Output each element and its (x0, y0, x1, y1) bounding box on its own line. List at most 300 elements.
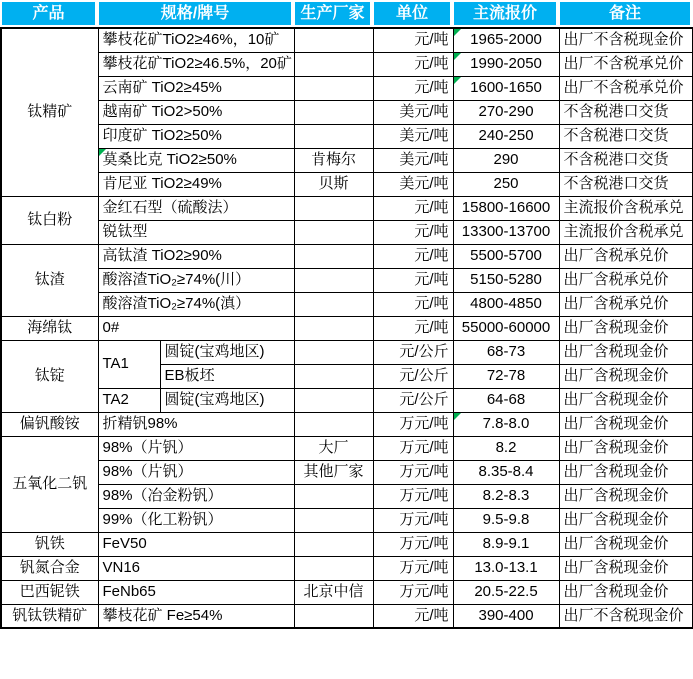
cell-note (559, 508, 693, 532)
cell-unit (373, 196, 453, 220)
cell-text: 1990-2050 (470, 54, 542, 72)
cell-note (559, 580, 693, 604)
cell-note (559, 340, 693, 364)
cell-text: 1965-2000 (470, 31, 542, 48)
cell-text: 64-68 (486, 390, 526, 408)
cell-spec (98, 148, 294, 172)
cell-spec (98, 28, 294, 52)
cell-unit (373, 76, 453, 100)
cell-unit (373, 388, 453, 412)
cell-text: 锐钛型 (102, 222, 148, 240)
changed-value-marker-icon (454, 413, 461, 420)
cell-spec (98, 292, 294, 316)
table-row (1, 508, 693, 532)
cell-text: 折精钒98% (102, 414, 178, 432)
cell-unit (373, 52, 453, 76)
cell-mfr (294, 364, 373, 388)
cell-text: 钒钛铁精矿 (12, 606, 88, 624)
cell-ta (98, 340, 160, 388)
cell-unit (373, 268, 453, 292)
cell-text: 五氧化二钒 (12, 474, 88, 492)
cell-mfr (294, 220, 373, 244)
cell-spec (160, 388, 294, 412)
cell-spec (98, 484, 294, 508)
cell-text: 出厂含税现金价 (563, 462, 669, 480)
cell-text: 13.0-13.1 (474, 558, 538, 576)
table-row (1, 484, 693, 508)
table-row (1, 340, 693, 364)
cell-text: 钛渣 (34, 270, 65, 288)
cell-text: 出厂含税现金价 (563, 582, 669, 600)
cell-text: 不含税港口交货 (563, 150, 669, 168)
cell-text: 元/公斤 (399, 390, 449, 408)
cell-text: 出厂含税现金价 (563, 534, 669, 552)
cell-unit (373, 508, 453, 532)
cell-unit (373, 604, 453, 628)
cell-note (559, 556, 693, 580)
table-row (1, 220, 693, 244)
cell-text: 万元/吨 (399, 414, 449, 432)
cell-text: 肯尼亚 TiO2≥49% (102, 174, 222, 192)
cell-text: 出厂含税现金价 (563, 366, 669, 384)
cell-price (453, 268, 559, 292)
cell-text: 美元/吨 (399, 102, 449, 120)
cell-text: 出厂含税现金价 (563, 486, 669, 504)
cell-spec (98, 460, 294, 484)
header-label-unit: 单位 (395, 4, 428, 22)
cell-text: 钛锭 (34, 366, 65, 384)
changed-value-marker-icon (454, 29, 461, 36)
cell-text: 钒氮合金 (19, 558, 80, 576)
cell-note (559, 484, 693, 508)
cell-price (453, 316, 559, 340)
cell-text: 主流报价含税承兑 (563, 222, 684, 240)
cell-mfr (294, 436, 373, 460)
cell-price (453, 100, 559, 124)
cell-mfr (294, 508, 373, 532)
cell-mfr (294, 532, 373, 556)
table-row (1, 100, 693, 124)
cell-mfr (294, 76, 373, 100)
cell-price (453, 196, 559, 220)
header-cell-spec (97, 0, 293, 27)
header-label-price: 主流报价 (472, 4, 537, 22)
cell-mfr (294, 580, 373, 604)
cell-text: 出厂含税承兑价 (563, 270, 669, 288)
table-row (1, 388, 693, 412)
cell-spec (160, 340, 294, 364)
cell-text: 出厂含税现金价 (563, 390, 669, 408)
cell-text: 出厂不含税承兑价 (563, 78, 684, 96)
cell-price (453, 388, 559, 412)
cell-price (453, 364, 559, 388)
cell-unit (373, 124, 453, 148)
header-cell-note (558, 0, 692, 27)
cell-text: 元/公斤 (399, 366, 449, 384)
cell-text: TA1 (102, 354, 129, 372)
cell-note (559, 532, 693, 556)
cell-spec (98, 244, 294, 268)
cell-text: 万元/吨 (399, 558, 449, 576)
cell-text: 元/吨 (414, 294, 449, 312)
cell-mfr (294, 52, 373, 76)
cell-price (453, 580, 559, 604)
cell-text: 20.5-22.5 (474, 582, 538, 600)
table-row (1, 172, 693, 196)
cell-mfr (294, 268, 373, 292)
cell-text: 99%（化工粉钒） (102, 510, 223, 528)
cell-text: 元/吨 (414, 222, 449, 240)
cell-note (559, 100, 693, 124)
cell-unit (373, 316, 453, 340)
table-row (1, 268, 693, 292)
table-row (1, 436, 693, 460)
cell-price (453, 292, 559, 316)
cell-mfr (294, 196, 373, 220)
cell-text: 万元/吨 (399, 462, 449, 480)
cell-text: 55000-60000 (461, 318, 551, 336)
cell-mfr (294, 556, 373, 580)
cell-price (453, 412, 559, 436)
cell-text: 出厂不含税承兑价 (563, 54, 684, 72)
cell-text: 8.2 (495, 438, 517, 456)
cell-price (453, 124, 559, 148)
cell-note (559, 388, 693, 412)
cell-ta (98, 388, 160, 412)
cell-text: 4800-4850 (470, 294, 542, 312)
cell-text: 不含税港口交货 (563, 102, 669, 120)
cell-text: 美元/吨 (399, 150, 449, 168)
cell-text: 大厂 (318, 438, 349, 456)
cell-text: 15800-16600 (461, 198, 551, 216)
cell-unit (373, 484, 453, 508)
cell-note (559, 412, 693, 436)
cell-text: 7.8-8.0 (482, 414, 530, 432)
cell-text: 金红石型（硫酸法） (102, 198, 238, 216)
cell-note (559, 124, 693, 148)
cell-text: 钛精矿 (27, 103, 73, 120)
cell-note (559, 268, 693, 292)
cell-spec (98, 196, 294, 220)
table-row (1, 316, 693, 340)
header-label-note: 备注 (608, 4, 641, 22)
cell-mfr (294, 316, 373, 340)
cell-note (559, 28, 693, 52)
cell-text: 不含税港口交货 (563, 126, 669, 144)
cell-unit (373, 148, 453, 172)
cell-price (453, 244, 559, 268)
cell-spec (98, 52, 294, 76)
cell-text: 元/吨 (414, 198, 449, 216)
cell-spec (98, 412, 294, 436)
cell-price (453, 172, 559, 196)
cell-mfr (294, 124, 373, 148)
cell-text: 云南矿 TiO2≥45% (102, 78, 222, 96)
changed-value-marker-icon (454, 53, 461, 60)
table-row (1, 556, 693, 580)
cell-price (453, 436, 559, 460)
table-row (1, 604, 693, 628)
cell-note (559, 148, 693, 172)
cell-mfr (294, 148, 373, 172)
cell-spec (98, 436, 294, 460)
header-cell-price (452, 0, 558, 27)
cell-text: 290 (493, 150, 519, 168)
cell-text: 酸溶渣TiO₂≥74%(滇） (102, 294, 251, 312)
cell-note (559, 292, 693, 316)
cell-text: 不含税港口交货 (563, 174, 669, 192)
cell-price (453, 508, 559, 532)
cell-unit (373, 364, 453, 388)
cell-text: 万元/吨 (399, 582, 449, 600)
cell-text: 钒铁 (34, 534, 65, 552)
cell-price (453, 604, 559, 628)
table-row (1, 28, 693, 52)
cell-mfr (294, 340, 373, 364)
cell-product (1, 196, 98, 244)
header-cell-product (0, 0, 97, 27)
cell-text: 攀枝花矿TiO2≥46%，10矿 (102, 31, 280, 48)
cell-text: 巴西铌铁 (19, 582, 80, 600)
cell-price (453, 148, 559, 172)
cell-price (453, 220, 559, 244)
cell-spec (98, 268, 294, 292)
cell-text: 13300-13700 (461, 222, 551, 240)
cell-mfr (294, 604, 373, 628)
table-row (1, 196, 693, 220)
cell-product (1, 436, 98, 532)
cell-unit (373, 412, 453, 436)
cell-spec (160, 364, 294, 388)
cell-note (559, 364, 693, 388)
cell-unit (373, 580, 453, 604)
cell-text: 98%（冶金粉钒） (102, 486, 223, 504)
cell-text: 8.2-8.3 (482, 486, 530, 504)
cell-text: 68-73 (486, 342, 526, 360)
cell-text: 万元/吨 (399, 486, 449, 504)
cell-spec (98, 556, 294, 580)
cell-text: 元/吨 (414, 31, 449, 48)
cell-spec (98, 316, 294, 340)
cell-note (559, 172, 693, 196)
cell-text: 印度矿 TiO2≥50% (102, 126, 222, 144)
price-table-body (1, 28, 693, 628)
cell-text: 9.5-9.8 (482, 510, 530, 528)
cell-note (559, 196, 693, 220)
table-row (1, 244, 693, 268)
cell-text: 出厂含税承兑价 (563, 246, 669, 264)
cell-text: 出厂含税承兑价 (563, 294, 669, 312)
cell-text: 主流报价含税承兑 (563, 198, 684, 216)
cell-text: 1600-1650 (470, 78, 542, 96)
cell-unit (373, 172, 453, 196)
cell-unit (373, 244, 453, 268)
header-cell-manufacturer (293, 0, 372, 27)
cell-unit (373, 100, 453, 124)
cell-note (559, 76, 693, 100)
cell-price (453, 340, 559, 364)
header-label-spec: 规格/牌号 (160, 4, 230, 22)
cell-mfr (294, 244, 373, 268)
cell-unit (373, 436, 453, 460)
cell-mfr (294, 484, 373, 508)
cell-price (453, 28, 559, 52)
cell-mfr (294, 388, 373, 412)
table-row (1, 76, 693, 100)
cell-unit (373, 460, 453, 484)
cell-text: 越南矿 TiO2>50% (102, 102, 223, 120)
cell-text: 万元/吨 (399, 438, 449, 456)
cell-text: 0# (102, 318, 120, 336)
cell-text: VN16 (102, 558, 141, 576)
cell-mfr (294, 172, 373, 196)
cell-text: 莫桑比克 TiO2≥50% (102, 150, 237, 168)
cell-unit (373, 556, 453, 580)
cell-text: 元/吨 (414, 54, 449, 72)
cell-mfr (294, 100, 373, 124)
cell-note (559, 436, 693, 460)
cell-text: 元/吨 (414, 318, 449, 336)
cell-price (453, 484, 559, 508)
cell-note (559, 220, 693, 244)
header-label-manufacturer: 生产厂家 (300, 4, 365, 22)
cell-text: 酸溶渣TiO₂≥74%(川） (102, 270, 251, 288)
cell-text: 98%（片钒） (102, 462, 193, 480)
table-row (1, 460, 693, 484)
table-row (1, 292, 693, 316)
cell-text: 出厂含税现金价 (563, 342, 669, 360)
table-header-row (0, 0, 692, 27)
cell-text: 250 (493, 174, 519, 192)
cell-spec (98, 580, 294, 604)
cell-text: TA2 (102, 390, 129, 408)
cell-text: 元/吨 (414, 246, 449, 264)
cell-spec (98, 532, 294, 556)
cell-note (559, 604, 693, 628)
cell-note (559, 244, 693, 268)
cell-price (453, 532, 559, 556)
cell-text: 圆锭(宝鸡地区) (164, 390, 265, 408)
cell-note (559, 460, 693, 484)
cell-price (453, 460, 559, 484)
cell-mfr (294, 292, 373, 316)
cell-text: 万元/吨 (399, 534, 449, 552)
price-table (0, 27, 693, 629)
cell-text: 元/吨 (414, 78, 449, 96)
table-row (1, 580, 693, 604)
cell-spec (98, 100, 294, 124)
cell-product (1, 556, 98, 580)
cell-product (1, 244, 98, 316)
cell-unit (373, 28, 453, 52)
cell-text: 攀枝花矿TiO2≥46.5%，20矿 (102, 54, 292, 72)
cell-product (1, 28, 98, 196)
cell-price (453, 52, 559, 76)
cell-spec (98, 508, 294, 532)
cell-text: 出厂含税现金价 (563, 558, 669, 576)
cell-text: 攀枝花矿 Fe≥54% (102, 606, 223, 624)
header-label-product: 产品 (32, 4, 65, 22)
table-row (1, 532, 693, 556)
cell-spec (98, 172, 294, 196)
cell-spec (98, 604, 294, 628)
cell-unit (373, 220, 453, 244)
cell-text: 8.35-8.4 (478, 462, 534, 480)
cell-text: 元/吨 (414, 606, 449, 624)
header-cell-unit (372, 0, 452, 27)
cell-text: FeNb65 (102, 582, 156, 600)
cell-text: 万元/吨 (399, 510, 449, 528)
cell-text: 其他厂家 (303, 462, 364, 480)
cell-text: 美元/吨 (399, 174, 449, 192)
table-row (1, 412, 693, 436)
cell-text: 出厂含税现金价 (563, 510, 669, 528)
table-row (1, 52, 693, 76)
cell-text: EB板坯 (164, 366, 215, 384)
cell-text: 98%（片钒） (102, 438, 193, 456)
cell-text: 圆锭(宝鸡地区) (164, 342, 265, 360)
cell-text: 出厂不含税现金价 (563, 31, 684, 48)
cell-text: 贝斯 (318, 174, 349, 192)
cell-text: 出厂不含税现金价 (563, 606, 684, 624)
cell-text: 出厂含税现金价 (563, 318, 669, 336)
cell-text: FeV50 (102, 534, 147, 552)
cell-unit (373, 292, 453, 316)
cell-unit (373, 340, 453, 364)
cell-text: 出厂含税现金价 (563, 438, 669, 456)
cell-text: 72-78 (486, 366, 526, 384)
cell-price (453, 556, 559, 580)
cell-text: 美元/吨 (399, 126, 449, 144)
cell-product (1, 580, 98, 604)
cell-text: 元/吨 (414, 270, 449, 288)
cell-text: 偏钒酸铵 (19, 414, 80, 432)
cell-text: 5500-5700 (470, 246, 542, 264)
cell-product (1, 316, 98, 340)
cell-mfr (294, 460, 373, 484)
cell-text: 270-290 (478, 102, 534, 120)
cell-unit (373, 532, 453, 556)
cell-text: 高钛渣 TiO2≥90% (102, 246, 222, 264)
cell-price (453, 76, 559, 100)
cell-product (1, 532, 98, 556)
cell-spec (98, 124, 294, 148)
changed-value-marker-icon (454, 77, 461, 84)
table-row (1, 124, 693, 148)
cell-mfr (294, 412, 373, 436)
cell-spec (98, 220, 294, 244)
cell-product (1, 340, 98, 412)
cell-text: 北京中信 (303, 582, 364, 600)
cell-note (559, 316, 693, 340)
cell-text: 钛白粉 (27, 210, 73, 228)
cell-text: 出厂含税现金价 (563, 414, 669, 432)
cell-text: 5150-5280 (470, 270, 542, 288)
cell-text: 元/公斤 (399, 342, 449, 360)
cell-text: 8.9-9.1 (482, 534, 530, 552)
cell-spec (98, 76, 294, 100)
cell-text: 390-400 (478, 606, 534, 624)
cell-product (1, 412, 98, 436)
changed-value-marker-icon (99, 149, 106, 156)
cell-text: 肯梅尔 (311, 150, 357, 168)
cell-mfr (294, 28, 373, 52)
cell-product (1, 604, 98, 628)
cell-note (559, 52, 693, 76)
cell-text: 海绵钛 (27, 318, 73, 336)
table-row (1, 148, 693, 172)
cell-text: 240-250 (478, 126, 534, 144)
